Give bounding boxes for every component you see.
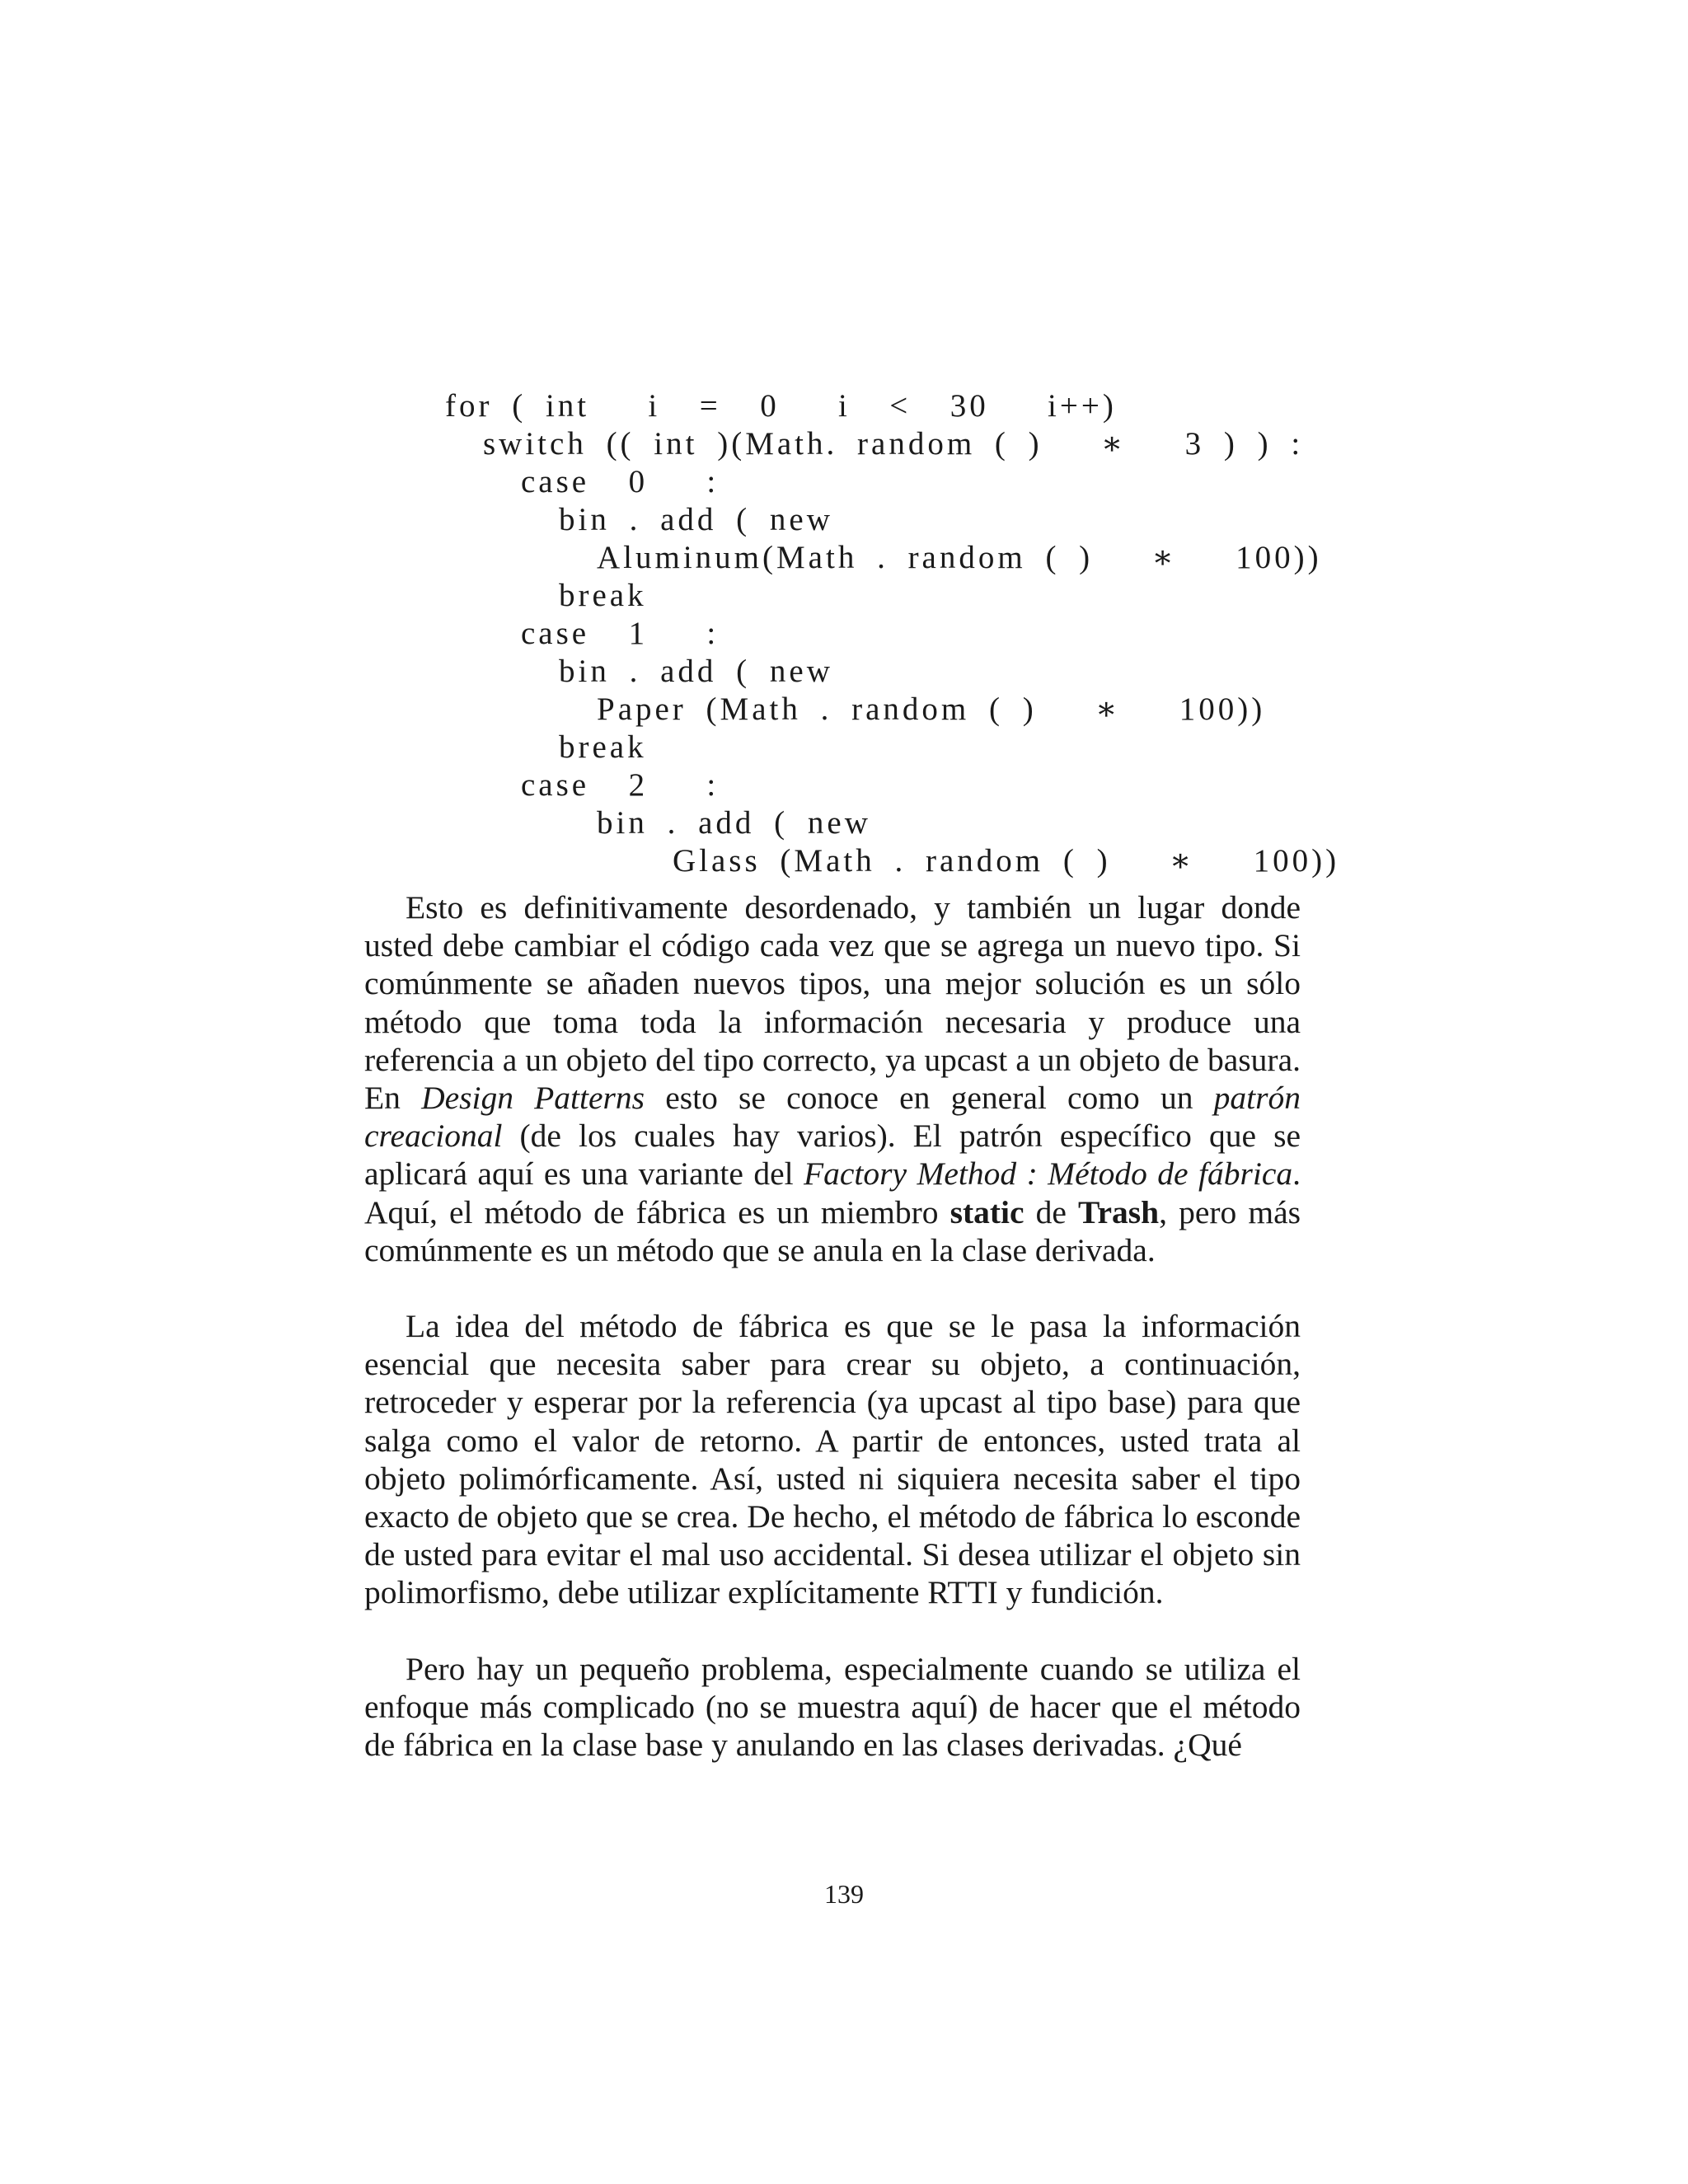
- paragraph: [364, 888, 1301, 1269]
- bold-text: Trash: [1078, 1193, 1160, 1230]
- text-run: (de los cuales hay varios). El patrón específico que se aplicará aquí es una variante del: [364, 1118, 1301, 1193]
- text-run: La idea del método de fábrica es que se le pasa la información esencial que necesita saber para crear su objeto, a continuación, retroceder y esperar por la referencia (ya upcast al tipo base) para que salga como el valor de retorno. A partir de entonces, usted trata al objeto polimórficamente. Así, usted ni siquiera necesita saber el tipo exacto de objeto que se crea. De hecho, el método de fábrica lo esconde de usted para evitar el mal uso accidental. Si desea utilizar el objeto sin polimorfismo, debe utilizar explícitamente RTTI y fundición.: [364, 1308, 1301, 1611]
- code-line: case 2 :: [521, 767, 720, 803]
- code-line: case 0 :: [521, 464, 720, 499]
- italic-text: patrón creacional: [364, 1080, 1301, 1155]
- paragraph: [364, 1650, 1301, 1765]
- code-line: break: [559, 729, 647, 765]
- text-run: de: [1024, 1193, 1079, 1230]
- italic-text: Factory Method : Método de fábrica: [804, 1155, 1293, 1193]
- text-run: . Aquí, el método de fábrica es un miembro: [364, 1155, 1301, 1230]
- code-line: for ( int i = 0 i < 30 i++): [445, 388, 1117, 424]
- code-line: bin . add ( new: [559, 654, 833, 689]
- code-listing: [445, 387, 1340, 880]
- code-line: Paper (Math . random ( ) ∗ 100)): [597, 691, 1266, 727]
- text-run: esto se conoce en general como un: [645, 1080, 1214, 1117]
- text-run: , pero más comúnmente es un método que se anula en la clase derivada.: [364, 1193, 1301, 1268]
- body-text: [364, 888, 1301, 1764]
- code-line: bin . add ( new: [597, 805, 871, 841]
- code-line: break: [559, 578, 647, 613]
- code-line: switch (( int )(Math. random ( ) ∗ 3 ) ) :: [483, 426, 1304, 462]
- code-line: Aluminum(Math . random ( ) ∗ 100)): [597, 540, 1322, 575]
- bold-text: static: [950, 1193, 1025, 1230]
- page-number: 139: [824, 1879, 864, 1909]
- code-line: bin . add ( new: [559, 502, 833, 537]
- code-line: case 1 :: [521, 616, 720, 651]
- text-run: Pero hay un pequeño problema, especialmente cuando se utiliza el enfoque más complicado (no se muestra aquí) de hacer que el método de fábrica en la clase base y anulando en las clases derivadas. ¿Qué: [364, 1650, 1301, 1764]
- code-line: Glass (Math . random ( ) ∗ 100)): [673, 843, 1340, 879]
- paragraph: [364, 1307, 1301, 1612]
- italic-text: Design Patterns: [421, 1080, 645, 1117]
- text-run: Esto es definitivamente desordenado, y también un lugar donde usted debe cambiar el código cada vez que se agrega un nuevo tipo. Si comúnmente se añaden nuevos tipos, una mejor solución es un sólo método que toma toda la información necesaria y produce una referencia a un objeto del tipo correcto, ya upcast a un objeto de basura. En: [364, 889, 1301, 1117]
